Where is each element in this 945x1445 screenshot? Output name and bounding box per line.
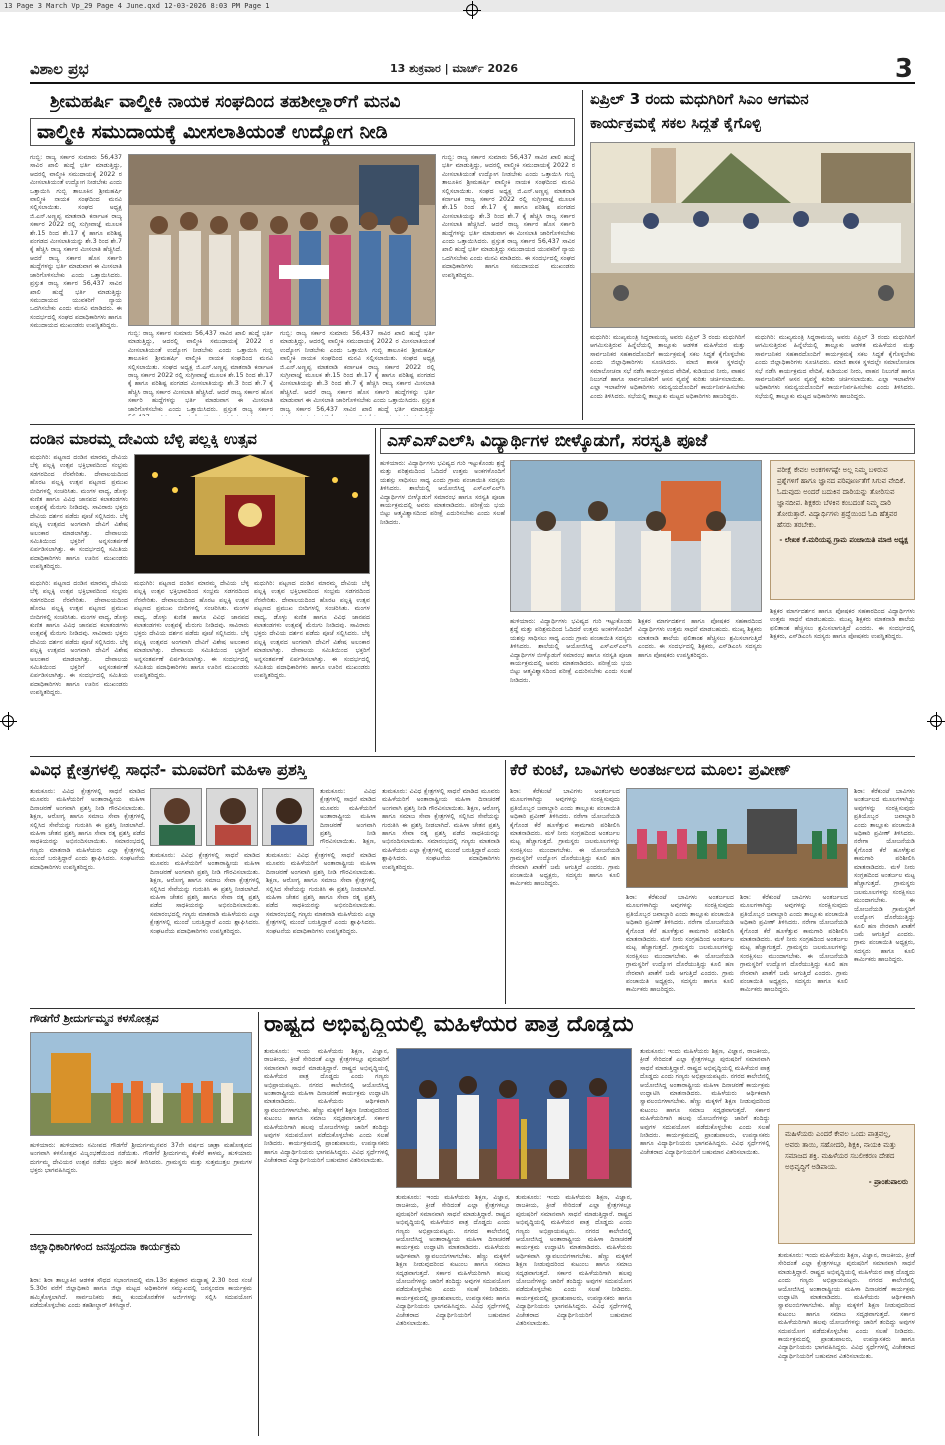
registration-mark-top xyxy=(466,4,478,16)
article-palanquin xyxy=(30,428,370,752)
lake-body-col4: ಶಿರಾ: ಕೆರೆಕುಂಟೆ ಬಾವಿಗಳು ಅಂತರ್ಜಲದ ಮೂಲಗಳಾಗಿದ್ದು ಅವುಗಳನ್ನು ಸಂರಕ್ಷಿಸುವುದು ಪ್ರತಿಯೊಬ್ಬರ ಜವಾಬ್ದಾರಿ ಎಂದು ತಾಲ್ಲೂಕು ಪಂಚಾಯಿತಿ ಅಧಿಕಾರಿ ಪ್ರವೀಣ್ ತಿಳಿಸಿದರು. ನರೇಗಾ ಯೋಜನೆಯಡಿ ಕೈಗೊಂಡ ಕೆರೆ ಹೂಳೆತ್ತುವ ಕಾಮಗಾರಿ ಪರಿಶೀಲಿಸಿ ಮಾತನಾಡಿದರು. ಮಳೆ ನೀರು ಸಂಗ್ರಹದಿಂದ ಅಂತರ್ಜಲ ಮಟ್ಟ ಹೆಚ್ಚಾಗುತ್ತದೆ. ಗ್ರಾಮಸ್ಥರು ಜಲಮೂಲಗಳನ್ನು ಸಂರಕ್ಷಿಸಲು ಮುಂದಾಗಬೇಕು. ಈ ಯೋಜನೆಯಡಿ ಗ್ರಾಮಸ್ಥರಿಗೆ ಉದ್ಯೋಗ ದೊರೆಯುತ್ತಿದ್ದು ಕೂಲಿ ಹಣ ನೇರವಾಗಿ ಖಾತೆಗೆ ಜಮೆ ಆಗುತ್ತಿದೆ ಎಂದರು. ಗ್ರಾಮ ಪಂಚಾಯಿತಿ ಅಧ್ಯಕ್ಷರು, ಸದಸ್ಯರು ಹಾಗೂ ಕೂಲಿ ಕಾರ್ಮಿಕರು ಹಾಜರಿದ್ದರು. xyxy=(854,788,915,964)
sslc-headline: ಎಸ್ಎಸ್ಎಲ್‌ಸಿ ವಿದ್ಯಾರ್ಥಿಗಳ ಬೀಳ್ಕೊಡುಗೆ, ಸರಸ್ವತಿ ಪೂಜೆ xyxy=(380,428,915,454)
women-award-headline: ವಿವಿಧ ಕ್ಷೇತ್ರಗಳಲ್ಲಿ ಸಾಧನೆ- ಮೂವರಿಗೆ ಮಹಿಳಾ ಪ್ರಶಸ್ತಿ xyxy=(30,760,307,779)
women-award-body-col3: ತುಮಕೂರು: ವಿವಿಧ ಕ್ಷೇತ್ರಗಳಲ್ಲಿ ಸಾಧನೆ ಮಾಡಿದ ಮೂವರು ಮಹಿಳೆಯರಿಗೆ ಅಂತಾರಾಷ್ಟ್ರೀಯ ಮಹಿಳಾ ದಿನಾಚರಣೆ ಅಂಗವಾಗಿ ಪ್ರಶಸ್ತಿ ನೀಡಿ ಗೌರವಿಸಲಾಯಿತು. ಶಿಕ್ಷಣ, ಆರೋಗ್ಯ ಹಾಗೂ ಸಮಾಜ ಸೇವಾ ಕ್ಷೇತ್ರಗಳಲ್ಲಿ ಸಲ್ಲಿಸಿದ ಸೇವೆಯನ್ನು ಗುರುತಿಸಿ ಈ ಪ್ರಶಸ್ತಿ ನೀಡಲಾಗಿದೆ. ಮಹಿಳಾ ಚೇತನ ಪ್ರಶಸ್ತಿ ಹಾಗೂ ಸೇವಾ ರತ್ನ ಪ್ರಶಸ್ತಿ ಪಡೆದ ಸಾಧಕಿಯರನ್ನು ಅಭಿನಂದಿಸಲಾಯಿತು. ಸಮಾರಂಭದಲ್ಲಿ ಗಣ್ಯರು ಮಾತನಾಡಿ ಮಹಿಳೆಯರು ಎಲ್ಲಾ ಕ್ಷೇತ್ರಗಳಲ್ಲಿ ಮುಂದೆ ಬರುತ್ತಿದ್ದಾರೆ ಎಂದು ಶ್ಲಾಘಿಸಿದರು. ಸಂಘಟನೆಯ ಪದಾಧಿಕಾರಿಗಳು ಉಪಸ್ಥಿತರಿದ್ದರು. xyxy=(266,852,376,935)
kalasha-photo xyxy=(30,1032,252,1136)
lake-headline: ಕೆರೆ ಕುಂಟೆ, ಬಾವಿಗಳು ಅಂತರ್ಜಲದ ಮೂಲ: ಪ್ರವೀಣ್ xyxy=(510,760,791,779)
palanquin-photo xyxy=(134,454,370,574)
sslc-quote-text: ಪರೀಕ್ಷೆ ಕೇವಲ ಅಂಕಗಳಿಗಷ್ಟೇ ಅಲ್ಲ ನಿಮ್ಮ ಬಳಿರುವ ಪ್ರಶ್ನೆಗಳಿಗೆ ಹಾಗೂ ಜ್ಞಾನದ ಪರಿಪೂರ್ಣತೆಗೆ ಸಿಗುವ ವೇದಿಕೆ. ಓದುವುದು ಅಂದರೆ ಬದುಕಿನ ದಾರಿಯನ್ನು ತೋರಿಸುವ ಜ್ಞಾನದೀಪ. ಶಿಕ್ಷಕರು ಬೆಳಕಿನ ಕಂಬದಂತೆ ನಿಮ್ಮ ದಾರಿ ತೋರುತ್ತಾರೆ. ವಿದ್ಯಾರ್ಥಿಗಳು ಶ್ರದ್ಧೆಯಿಂದ ಓದಿ ಹೆತ್ತವರ ಹೆಸರು ತರಬೇಕು. xyxy=(777,466,906,529)
palanquin-body-col3: ಮಧುಗಿರಿ: ಪಟ್ಟಣದ ದಂಡಿನ ಮಾರಮ್ಮ ದೇವಿಯ ಬೆಳ್ಳಿ ಪಲ್ಲಕ್ಕಿ ಉತ್ಸವ ಭಕ್ತಿಭಾವದಿಂದ ಸಂಭ್ರಮ ಸಡಗರದಿಂದ ನೆರವೇರಿತು. ದೇವಾಲಯದಿಂದ ಹೊರಟ ಪಲ್ಲಕ್ಕಿ ಉತ್ಸವ ಪಟ್ಟಣದ ಪ್ರಮುಖ ಬೀದಿಗಳಲ್ಲಿ ಸಂಚರಿಸಿತು. ಮಂಗಳ ವಾದ್ಯ, ಡೊಳ್ಳು ಕುಣಿತ ಹಾಗೂ ವಿವಿಧ ಜಾನಪದ ಕಲಾತಂಡಗಳು ಉತ್ಸವಕ್ಕೆ ಮೆರುಗು ನೀಡಿದವು. ಸಾವಿರಾರು ಭಕ್ತರು ದೇವಿಯ ದರ್ಶನ ಪಡೆದು ಪೂಜೆ ಸಲ್ಲಿಸಿದರು. ಬೆಳ್ಳಿ ಪಲ್ಲಕ್ಕಿ ಉತ್ಸವದ ಅಂಗವಾಗಿ ದೇವಿಗೆ ವಿಶೇಷ ಅಲಂಕಾರ ಮಾಡಲಾಗಿತ್ತು. ದೇವಾಲಯ ಸಮಿತಿಯಿಂದ ಭಕ್ತರಿಗೆ ಅನ್ನಸಂತರ್ಪಣೆ ಏರ್ಪಡಿಸಲಾಗಿತ್ತು. ಈ ಸಂದರ್ಭದಲ್ಲಿ ಸಮಿತಿಯ ಪದಾಧಿಕಾರಿಗಳು ಹಾಗೂ ಊರಿನ ಮುಖಂಡರು ಉಪಸ್ಥಿತರಿದ್ದರು. xyxy=(134,580,249,680)
kalasha-headline: ಗೌಡಗೆರೆ ಶ್ರೀದುರ್ಗಮ್ಮನ ಕಳಸೋತ್ಸವ xyxy=(30,1012,159,1025)
valmiki-body-col1: ಗುಬ್ಬಿ: ರಾಜ್ಯ ಸರ್ಕಾರ ಸುಮಾರು 56,437 ಸಾವಿರ ಖಾಲಿ ಹುದ್ದೆ ಭರ್ತಿ ಮಾಡುತ್ತಿದ್ದು, ಆದರಲ್ಲಿ ವಾಲ್ಮೀಕಿ ಸಮುದಾಯಕ್ಕೆ 2022 ರ ಮೀಸಲಾತಿಯಂತೆ ಉದ್ಯೋಗ ನೀಡಬೇಕು ಎಂದು ಒತ್ತಾಯಿಸಿ ಗುಬ್ಬಿ ತಾಲೂಕಿನ ಶ್ರೀಮಹರ್ಷಿ ವಾಲ್ಮೀಕಿ ನಾಯಕ ಸಂಘದಿಂದ ಮನವಿ ಸಲ್ಲಿಸಲಾಯಿತು. ಸಂಘದ ಅಧ್ಯಕ್ಷ ಜಿ.ಎನ್.ಅಣ್ಣಪ್ಪ ಮಾತನಾಡಿ ಕರ್ನಾಟಕ ರಾಜ್ಯ ಸರ್ಕಾರ 2022 ರಲ್ಲಿ ಸುಗ್ರೀವಾಜ್ಞೆ ಮೂಲಕ ಶೇ.15 ರಿಂದ ಶೇ.17 ಕ್ಕೆ ಹಾಗೂ ಪರಿಶಿಷ್ಟ ಪಂಗಡದ ಮೀಸಲಾತಿಯನ್ನು ಶೇ.3 ರಿಂದ ಶೇ.7 ಕ್ಕೆ ಹೆಚ್ಚಿಸಿ ರಾಜ್ಯ ಸರ್ಕಾರ ಮೀಸಲಾತಿ ಹೆಚ್ಚಿಸಿದೆ. ಆದರೆ ರಾಜ್ಯ ಸರ್ಕಾರ ಹೊಸ ಸರ್ಕಾರಿ ಹುದ್ದೆಗಳನ್ನು ಭರ್ತಿ ಮಾಡುವಾಗ ಈ ಮೀಸಲಾತಿ ಜಾರಿಗೊಳಿಸಬೇಕು ಎಂದು ಒತ್ತಾಯಿಸಿದರು. ಪ್ರಸ್ತುತ ರಾಜ್ಯ ಸರ್ಕಾರ 56,437 ಸಾವಿರ ಖಾಲಿ ಹುದ್ದೆ ಭರ್ತಿ ಮಾಡುತ್ತಿದ್ದು ಸಮುದಾಯದ ಯುವಕರಿಗೆ ನ್ಯಾಯ ಒದಗಿಸಬೇಕು ಎಂದು ಮನವಿ ಮಾಡಿದರು. ಈ ಸಂದರ್ಭದಲ್ಲಿ ಸಂಘದ ಪದಾಧಿಕಾರಿಗಳು ಹಾಗೂ ಸಮುದಾಯದ ಮುಖಂಡರು ಉಪಸ್ಥಿತರಿದ್ದರು. xyxy=(30,154,122,330)
sslc-body-col2: ಹುಳಿಯಾರು: ವಿದ್ಯಾರ್ಥಿಗಳು ಭವಿಷ್ಯದ ಗುರಿ ಇಟ್ಟುಕೊಂಡು ಶ್ರದ್ಧೆ ಮತ್ತು ಪರಿಶ್ರಮದಿಂದ ಓದಿದರೆ ಉತ್ತಮ ಅಂಕಗಳೊಂದಿಗೆ ಯಶಸ್ಸು ಸಾಧಿಸಲು ಸಾಧ್ಯ ಎಂದು ಗ್ರಾಮ ಪಂಚಾಯಿತಿ ಸದಸ್ಯರು ತಿಳಿಸಿದರು. ಶಾಲೆಯಲ್ಲಿ ಆಯೋಜಿಸಿದ್ದ ಎಸ್ಎಸ್ಎಲ್‌ಸಿ ವಿದ್ಯಾರ್ಥಿಗಳ ಬೀಳ್ಕೊಡುಗೆ ಸಮಾರಂಭ ಹಾಗೂ ಸರಸ್ವತಿ ಪೂಜಾ ಕಾರ್ಯಕ್ರಮದಲ್ಲಿ ಅವರು ಮಾತನಾಡಿದರು. ಪರೀಕ್ಷೆಯ ಭಯ ಬಿಟ್ಟು ಆತ್ಮವಿಶ್ವಾಸದಿಂದ ಪರೀಕ್ಷೆ ಎದುರಿಸಬೇಕು ಎಂದು ಸಲಹೆ ನೀಡಿದರು. xyxy=(510,618,632,684)
cm-headline-1: ಏಪ್ರಿಲ್ 3 ರಂದು ಮಧುಗಿರಿಗೆ ಸಿಎಂ ಆಗಮನ xyxy=(590,90,809,108)
women-role-quote-author: - ಪ್ರಾಂಶುಪಾಲರು xyxy=(868,1178,908,1186)
registration-mark-left xyxy=(2,715,14,727)
women-role-quote-box xyxy=(778,1124,915,1244)
women-award-body-col2: ತುಮಕೂರು: ವಿವಿಧ ಕ್ಷೇತ್ರಗಳಲ್ಲಿ ಸಾಧನೆ ಮಾಡಿದ ಮೂವರು ಮಹಿಳೆಯರಿಗೆ ಅಂತಾರಾಷ್ಟ್ರೀಯ ಮಹಿಳಾ ದಿನಾಚರಣೆ ಅಂಗವಾಗಿ ಪ್ರಶಸ್ತಿ ನೀಡಿ ಗೌರವಿಸಲಾಯಿತು. ಶಿಕ್ಷಣ, ಆರೋಗ್ಯ ಹಾಗೂ ಸಮಾಜ ಸೇವಾ ಕ್ಷೇತ್ರಗಳಲ್ಲಿ ಸಲ್ಲಿಸಿದ ಸೇವೆಯನ್ನು ಗುರುತಿಸಿ ಈ ಪ್ರಶಸ್ತಿ ನೀಡಲಾಗಿದೆ. ಮಹಿಳಾ ಚೇತನ ಪ್ರಶಸ್ತಿ ಹಾಗೂ ಸೇವಾ ರತ್ನ ಪ್ರಶಸ್ತಿ ಪಡೆದ ಸಾಧಕಿಯರನ್ನು ಅಭಿನಂದಿಸಲಾಯಿತು. ಸಮಾರಂಭದಲ್ಲಿ ಗಣ್ಯರು ಮಾತನಾಡಿ ಮಹಿಳೆಯರು ಎಲ್ಲಾ ಕ್ಷೇತ್ರಗಳಲ್ಲಿ ಮುಂದೆ ಬರುತ್ತಿದ್ದಾರೆ ಎಂದು ಶ್ಲಾಘಿಸಿದರು. ಸಂಘಟನೆಯ ಪದಾಧಿಕಾರಿಗಳು ಉಪಸ್ಥಿತರಿದ್ದರು. xyxy=(150,852,260,935)
sslc-body-col3: ಶಿಕ್ಷಕರ ಮಾರ್ಗದರ್ಶನ ಹಾಗೂ ಪೋಷಕರ ಸಹಕಾರದಿಂದ ವಿದ್ಯಾರ್ಥಿಗಳು ಉತ್ತಮ ಸಾಧನೆ ಮಾಡಬಹುದು. ಮುಖ್ಯ ಶಿಕ್ಷಕರು ಮಾತನಾಡಿ ಶಾಲೆಯ ಫಲಿತಾಂಶ ಹೆಚ್ಚಿಸಲು ಶ್ರಮಿಸಲಾಗುತ್ತಿದೆ ಎಂದರು. ಈ ಸಂದರ್ಭದಲ್ಲಿ ಶಿಕ್ಷಕರು, ಎಸ್‌ಡಿಎಂಸಿ ಸದಸ್ಯರು ಹಾಗೂ ಪೋಷಕರು ಉಪಸ್ಥಿತರಿದ್ದರು. xyxy=(638,618,762,659)
sslc-quote-box xyxy=(770,460,915,600)
divider xyxy=(505,760,506,1004)
valmiki-headline: ವಾಲ್ಮೀಕಿ ಸಮುದಾಯಕ್ಕೆ ಮೀಸಲಾತಿಯಂತೆ ಉದ್ಯೋಗ ನೀಡಿ xyxy=(30,118,575,146)
women-role-body-col2: ತುಮಕೂರು: ಇಂದು ಮಹಿಳೆಯರು ಶಿಕ್ಷಣ, ವಿಜ್ಞಾನ, ರಾಜಕೀಯ, ಕ್ರೀಡೆ ಸೇರಿದಂತೆ ಎಲ್ಲಾ ಕ್ಷೇತ್ರಗಳಲ್ಲೂ ಪುರುಷರಿಗೆ ಸಮಾನವಾಗಿ ಸಾಧನೆ ಮಾಡುತ್ತಿದ್ದಾರೆ. ರಾಷ್ಟ್ರದ ಅಭಿವೃದ್ಧಿಯಲ್ಲಿ ಮಹಿಳೆಯರ ಪಾತ್ರ ದೊಡ್ಡದು ಎಂದು ಗಣ್ಯರು ಅಭಿಪ್ರಾಯಪಟ್ಟರು. ನಗರದ ಕಾಲೇಜಿನಲ್ಲಿ ಆಯೋಜಿಸಿದ್ದ ಅಂತಾರಾಷ್ಟ್ರೀಯ ಮಹಿಳಾ ದಿನಾಚರಣೆ ಕಾರ್ಯಕ್ರಮ ಉದ್ಘಾಟಿಸಿ ಮಾತನಾಡಿದರು. ಮಹಿಳೆಯರು ಆರ್ಥಿಕವಾಗಿ ಸ್ವಾವಲಂಬಿಗಳಾಗಬೇಕು. ಹೆಣ್ಣು ಮಕ್ಕಳಿಗೆ ಶಿಕ್ಷಣ ನೀಡುವುದರಿಂದ ಕುಟುಂಬ ಹಾಗೂ ಸಮಾಜ ಸದೃಢವಾಗುತ್ತದೆ. ಸರ್ಕಾರ ಮಹಿಳೆಯರಿಗಾಗಿ ಹಲವು ಯೋಜನೆಗಳನ್ನು ಜಾರಿಗೆ ತಂದಿದ್ದು ಅವುಗಳ ಸದುಪಯೋಗ ಪಡೆದುಕೊಳ್ಳಬೇಕು ಎಂದು ಸಲಹೆ ನೀಡಿದರು. ಕಾರ್ಯಕ್ರಮದಲ್ಲಿ ಪ್ರಾಂಶುಪಾಲರು, ಉಪನ್ಯಾಸಕರು ಹಾಗೂ ವಿದ್ಯಾರ್ಥಿನಿಯರು ಭಾಗವಹಿಸಿದ್ದರು. ವಿವಿಧ ಸ್ಪರ್ಧೆಗಳಲ್ಲಿ ವಿಜೇತರಾದ ವಿದ್ಯಾರ್ಥಿನಿಯರಿಗೆ ಬಹುಮಾನ ವಿತರಿಸಲಾಯಿತು. xyxy=(396,1194,510,1328)
newspaper-page xyxy=(30,56,915,1436)
file-slug: 13 Page 3 March Vp_29 Page 4 June.qxd 12-03-2026 8:03 PM Page 1 xyxy=(0,0,945,12)
sslc-body-col1: ಹುಳಿಯಾರು: ವಿದ್ಯಾರ್ಥಿಗಳು ಭವಿಷ್ಯದ ಗುರಿ ಇಟ್ಟುಕೊಂಡು ಶ್ರದ್ಧೆ ಮತ್ತು ಪರಿಶ್ರಮದಿಂದ ಓದಿದರೆ ಉತ್ತಮ ಅಂಕಗಳೊಂದಿಗೆ ಯಶಸ್ಸು ಸಾಧಿಸಲು ಸಾಧ್ಯ ಎಂದು ಗ್ರಾಮ ಪಂಚಾಯಿತಿ ಸದಸ್ಯರು ತಿಳಿಸಿದರು. ಶಾಲೆಯಲ್ಲಿ ಆಯೋಜಿಸಿದ್ದ ಎಸ್ಎಸ್ಎಲ್‌ಸಿ ವಿದ್ಯಾರ್ಥಿಗಳ ಬೀಳ್ಕೊಡುಗೆ ಸಮಾರಂಭ ಹಾಗೂ ಸರಸ್ವತಿ ಪೂಜಾ ಕಾರ್ಯಕ್ರಮದಲ್ಲಿ ಅವರು ಮಾತನಾಡಿದರು. ಪರೀಕ್ಷೆಯ ಭಯ ಬಿಟ್ಟು ಆತ್ಮವಿಶ್ವಾಸದಿಂದ ಪರೀಕ್ಷೆ ಎದುರಿಸಬೇಕು ಎಂದು ಸಲಹೆ ನೀಡಿದರು. xyxy=(380,460,505,526)
valmiki-photo xyxy=(128,154,436,326)
women-role-headline: ರಾಷ್ಟ್ರದ ಅಭಿವೃದ್ಧಿಯಲ್ಲಿ ಮಹಿಳೆಯರ ಪಾತ್ರ ದೊಡ್ಡದು xyxy=(264,1012,634,1037)
divider xyxy=(582,90,583,420)
masthead xyxy=(30,56,915,84)
issue-date: 13 ಶುಕ್ರವಾರ | ಮಾರ್ಚ್ 2026 xyxy=(390,62,519,75)
article-valmiki xyxy=(30,90,575,420)
cm-meeting-photo xyxy=(590,142,915,328)
women-role-body-col1: ತುಮಕೂರು: ಇಂದು ಮಹಿಳೆಯರು ಶಿಕ್ಷಣ, ವಿಜ್ಞಾನ, ರಾಜಕೀಯ, ಕ್ರೀಡೆ ಸೇರಿದಂತೆ ಎಲ್ಲಾ ಕ್ಷೇತ್ರಗಳಲ್ಲೂ ಪುರುಷರಿಗೆ ಸಮಾನವಾಗಿ ಸಾಧನೆ ಮಾಡುತ್ತಿದ್ದಾರೆ. ರಾಷ್ಟ್ರದ ಅಭಿವೃದ್ಧಿಯಲ್ಲಿ ಮಹಿಳೆಯರ ಪಾತ್ರ ದೊಡ್ಡದು ಎಂದು ಗಣ್ಯರು ಅಭಿಪ್ರಾಯಪಟ್ಟರು. ನಗರದ ಕಾಲೇಜಿನಲ್ಲಿ ಆಯೋಜಿಸಿದ್ದ ಅಂತಾರಾಷ್ಟ್ರೀಯ ಮಹಿಳಾ ದಿನಾಚರಣೆ ಕಾರ್ಯಕ್ರಮ ಉದ್ಘಾಟಿಸಿ ಮಾತನಾಡಿದರು. ಮಹಿಳೆಯರು ಆರ್ಥಿಕವಾಗಿ ಸ್ವಾವಲಂಬಿಗಳಾಗಬೇಕು. ಹೆಣ್ಣು ಮಕ್ಕಳಿಗೆ ಶಿಕ್ಷಣ ನೀಡುವುದರಿಂದ ಕುಟುಂಬ ಹಾಗೂ ಸಮಾಜ ಸದೃಢವಾಗುತ್ತದೆ. ಸರ್ಕಾರ ಮಹಿಳೆಯರಿಗಾಗಿ ಹಲವು ಯೋಜನೆಗಳನ್ನು ಜಾರಿಗೆ ತಂದಿದ್ದು ಅವುಗಳ ಸದುಪಯೋಗ ಪಡೆದುಕೊಳ್ಳಬೇಕು ಎಂದು ಸಲಹೆ ನೀಡಿದರು. ಕಾರ್ಯಕ್ರಮದಲ್ಲಿ ಪ್ರಾಂಶುಪಾಲರು, ಉಪನ್ಯಾಸಕರು ಹಾಗೂ ವಿದ್ಯಾರ್ಥಿನಿಯರು ಭಾಗವಹಿಸಿದ್ದರು. ವಿವಿಧ ಸ್ಪರ್ಧೆಗಳಲ್ಲಿ ವಿಜೇತರಾದ ವಿದ್ಯಾರ್ಥಿನಿಯರಿಗೆ ಬಹುಮಾನ ವಿತರಿಸಲಾಯಿತು. xyxy=(264,1048,389,1165)
page-number: 3 xyxy=(894,54,913,84)
article-kalasha xyxy=(30,1012,252,1232)
sslc-body-col4: ಶಿಕ್ಷಕರ ಮಾರ್ಗದರ್ಶನ ಹಾಗೂ ಪೋಷಕರ ಸಹಕಾರದಿಂದ ವಿದ್ಯಾರ್ಥಿಗಳು ಉತ್ತಮ ಸಾಧನೆ ಮಾಡಬಹುದು. ಮುಖ್ಯ ಶಿಕ್ಷಕರು ಮಾತನಾಡಿ ಶಾಲೆಯ ಫಲಿತಾಂಶ ಹೆಚ್ಚಿಸಲು ಶ್ರಮಿಸಲಾಗುತ್ತಿದೆ ಎಂದರು. ಈ ಸಂದರ್ಭದಲ್ಲಿ ಶಿಕ್ಷಕರು, ಎಸ್‌ಡಿಎಂಸಿ ಸದಸ್ಯರು ಹಾಗೂ ಪೋಷಕರು ಉಪಸ್ಥಿತರಿದ್ದರು. xyxy=(770,608,915,641)
kalasha-body: ಹುಳಿಯಾರು: ಹುಳಿಯಾರು ಸಮೀಪದ ಗೌಡಗೆರೆ ಶ್ರೀದುರ್ಗಮ್ಮನವರ 37ನೇ ವರ್ಷದ ಜಾತ್ರಾ ಮಹೋತ್ಸವದ ಅಂಗವಾಗಿ ಕಳಸೋತ್ಸವ ವಿಜೃಂಭಣೆಯಿಂದ ನಡೆಯಿತು. ಗೌಡಗೆರೆ ಶ್ರೀದುರ್ಗಮ್ಮ ಕೆಂಕೆರೆ ಕಾಳಮ್ಮ, ಹುಳಿಯಾರು ದುರ್ಗಮ್ಮ ದೇವಿಯರ ಉತ್ಸವ ನಡೆದು ಭಕ್ತರು ಹರಕೆ ತೀರಿಸಿದರು. ಗ್ರಾಮಸ್ಥರು ಮತ್ತು ಸುತ್ತಮುತ್ತಲ ಗ್ರಾಮಗಳ ಭಕ್ತರು ಭಾಗವಹಿಸಿದ್ದರು. xyxy=(30,1142,252,1175)
lake-body-col3: ಶಿರಾ: ಕೆರೆಕುಂಟೆ ಬಾವಿಗಳು ಅಂತರ್ಜಲದ ಮೂಲಗಳಾಗಿದ್ದು ಅವುಗಳನ್ನು ಸಂರಕ್ಷಿಸುವುದು ಪ್ರತಿಯೊಬ್ಬರ ಜವಾಬ್ದಾರಿ ಎಂದು ತಾಲ್ಲೂಕು ಪಂಚಾಯಿತಿ ಅಧಿಕಾರಿ ಪ್ರವೀಣ್ ತಿಳಿಸಿದರು. ನರೇಗಾ ಯೋಜನೆಯಡಿ ಕೈಗೊಂಡ ಕೆರೆ ಹೂಳೆತ್ತುವ ಕಾಮಗಾರಿ ಪರಿಶೀಲಿಸಿ ಮಾತನಾಡಿದರು. ಮಳೆ ನೀರು ಸಂಗ್ರಹದಿಂದ ಅಂತರ್ಜಲ ಮಟ್ಟ ಹೆಚ್ಚಾಗುತ್ತದೆ. ಗ್ರಾಮಸ್ಥರು ಜಲಮೂಲಗಳನ್ನು ಸಂರಕ್ಷಿಸಲು ಮುಂದಾಗಬೇಕು. ಈ ಯೋಜನೆಯಡಿ ಗ್ರಾಮಸ್ಥರಿಗೆ ಉದ್ಯೋಗ ದೊರೆಯುತ್ತಿದ್ದು ಕೂಲಿ ಹಣ ನೇರವಾಗಿ ಖಾತೆಗೆ ಜಮೆ ಆಗುತ್ತಿದೆ ಎಂದರು. ಗ್ರಾಮ ಪಂಚಾಯಿತಿ ಅಧ್ಯಕ್ಷರು, ಸದಸ್ಯರು ಹಾಗೂ ಕೂಲಿ ಕಾರ್ಮಿಕರು ಹಾಜರಿದ್ದರು. xyxy=(740,894,848,994)
valmiki-body-col2: ಗುಬ್ಬಿ: ರಾಜ್ಯ ಸರ್ಕಾರ ಸುಮಾರು 56,437 ಸಾವಿರ ಖಾಲಿ ಹುದ್ದೆ ಭರ್ತಿ ಮಾಡುತ್ತಿದ್ದು, ಆದರಲ್ಲಿ ವಾಲ್ಮೀಕಿ ಸಮುದಾಯಕ್ಕೆ 2022 ರ ಮೀಸಲಾತಿಯಂತೆ ಉದ್ಯೋಗ ನೀಡಬೇಕು ಎಂದು ಒತ್ತಾಯಿಸಿ ಗುಬ್ಬಿ ತಾಲೂಕಿನ ಶ್ರೀಮಹರ್ಷಿ ವಾಲ್ಮೀಕಿ ನಾಯಕ ಸಂಘದಿಂದ ಮನವಿ ಸಲ್ಲಿಸಲಾಯಿತು. ಸಂಘದ ಅಧ್ಯಕ್ಷ ಜಿ.ಎನ್.ಅಣ್ಣಪ್ಪ ಮಾತನಾಡಿ ಕರ್ನಾಟಕ ರಾಜ್ಯ ಸರ್ಕಾರ 2022 ರಲ್ಲಿ ಸುಗ್ರೀವಾಜ್ಞೆ ಮೂಲಕ ಶೇ.15 ರಿಂದ ಶೇ.17 ಕ್ಕೆ ಹಾಗೂ ಪರಿಶಿಷ್ಟ ಪಂಗಡದ ಮೀಸಲಾತಿಯನ್ನು ಶೇ.3 ರಿಂದ ಶೇ.7 ಕ್ಕೆ ಹೆಚ್ಚಿಸಿ ರಾಜ್ಯ ಸರ್ಕಾರ ಮೀಸಲಾತಿ ಹೆಚ್ಚಿಸಿದೆ. ಆದರೆ ರಾಜ್ಯ ಸರ್ಕಾರ ಹೊಸ ಸರ್ಕಾರಿ ಹುದ್ದೆಗಳನ್ನು ಭರ್ತಿ ಮಾಡುವಾಗ ಈ ಮೀಸಲಾತಿ ಜಾರಿಗೊಳಿಸಬೇಕು ಎಂದು ಒತ್ತಾಯಿಸಿದರು. ಪ್ರಸ್ತುತ ರಾಜ್ಯ ಸರ್ಕಾರ xyxy=(128,330,273,413)
valmiki-body-col3: ಗುಬ್ಬಿ: ರಾಜ್ಯ ಸರ್ಕಾರ ಸುಮಾರು 56,437 ಸಾವಿರ ಖಾಲಿ ಹುದ್ದೆ ಭರ್ತಿ ಮಾಡುತ್ತಿದ್ದು, ಆದರಲ್ಲಿ ವಾಲ್ಮೀಕಿ ಸಮುದಾಯಕ್ಕೆ 2022 ರ ಮೀಸಲಾತಿಯಂತೆ ಉದ್ಯೋಗ ನೀಡಬೇಕು ಎಂದು ಒತ್ತಾಯಿಸಿ ಗುಬ್ಬಿ ತಾಲೂಕಿನ ಶ್ರೀಮಹರ್ಷಿ ವಾಲ್ಮೀಕಿ ನಾಯಕ ಸಂಘದಿಂದ ಮನವಿ ಸಲ್ಲಿಸಲಾಯಿತು. ಸಂಘದ ಅಧ್ಯಕ್ಷ ಜಿ.ಎನ್.ಅಣ್ಣಪ್ಪ ಮಾತನಾಡಿ ಕರ್ನಾಟಕ ರಾಜ್ಯ ಸರ್ಕಾರ 2022 ರಲ್ಲಿ ಸುಗ್ರೀವಾಜ್ಞೆ ಮೂಲಕ ಶೇ.15 ರಿಂದ ಶೇ.17 ಕ್ಕೆ ಹಾಗೂ ಪರಿಶಿಷ್ಟ ಪಂಗಡದ ಮೀಸಲಾತಿಯನ್ನು ಶೇ.3 ರಿಂದ ಶೇ.7 ಕ್ಕೆ ಹೆಚ್ಚಿಸಿ ರಾಜ್ಯ ಸರ್ಕಾರ ಮೀಸಲಾತಿ ಹೆಚ್ಚಿಸಿದೆ. ಆದರೆ ರಾಜ್ಯ ಸರ್ಕಾರ ಹೊಸ ಸರ್ಕಾರಿ ಹುದ್ದೆಗಳನ್ನು ಭರ್ತಿ ಮಾಡುವಾಗ ಈ ಮೀಸಲಾತಿ ಜಾರಿಗೊಳಿಸಬೇಕು ಎಂದು ಒತ್ತಾಯಿಸಿದರು. ಪ್ರಸ್ತುತ ರಾಜ್ಯ ಸರ್ಕಾರ 56,437 ಸಾವಿರ ಖಾಲಿ ಹುದ್ದೆ ಭರ್ತಿ ಮಾಡುತ್ತಿದ್ದು xyxy=(280,330,435,413)
women-role-body-col5: ತುಮಕೂರು: ಇಂದು ಮಹಿಳೆಯರು ಶಿಕ್ಷಣ, ವಿಜ್ಞಾನ, ರಾಜಕೀಯ, ಕ್ರೀಡೆ ಸೇರಿದಂತೆ ಎಲ್ಲಾ ಕ್ಷೇತ್ರಗಳಲ್ಲೂ ಪುರುಷರಿಗೆ ಸಮಾನವಾಗಿ ಸಾಧನೆ ಮಾಡುತ್ತಿದ್ದಾರೆ. ರಾಷ್ಟ್ರದ ಅಭಿವೃದ್ಧಿಯಲ್ಲಿ ಮಹಿಳೆಯರ ಪಾತ್ರ ದೊಡ್ಡದು ಎಂದು ಗಣ್ಯರು ಅಭಿಪ್ರಾಯಪಟ್ಟರು. ನಗರದ ಕಾಲೇಜಿನಲ್ಲಿ ಆಯೋಜಿಸಿದ್ದ ಅಂತಾರಾಷ್ಟ್ರೀಯ ಮಹಿಳಾ ದಿನಾಚರಣೆ ಕಾರ್ಯಕ್ರಮ ಉದ್ಘಾಟಿಸಿ ಮಾತನಾಡಿದರು. ಮಹಿಳೆಯರು ಆರ್ಥಿಕವಾಗಿ ಸ್ವಾವಲಂಬಿಗಳಾಗಬೇಕು. ಹೆಣ್ಣು ಮಕ್ಕಳಿಗೆ ಶಿಕ್ಷಣ ನೀಡುವುದರಿಂದ ಕುಟುಂಬ ಹಾಗೂ ಸಮಾಜ ಸದೃಢವಾಗುತ್ತದೆ. ಸರ್ಕಾರ ಮಹಿಳೆಯರಿಗಾಗಿ ಹಲವು ಯೋಜನೆಗಳನ್ನು ಜಾರಿಗೆ ತಂದಿದ್ದು ಅವುಗಳ ಸದುಪಯೋಗ ಪಡೆದುಕೊಳ್ಳಬೇಕು ಎಂದು ಸಲಹೆ ನೀಡಿದರು. ಕಾರ್ಯಕ್ರಮದಲ್ಲಿ ಪ್ರಾಂಶುಪಾಲರು, ಉಪನ್ಯಾಸಕರು ಹಾಗೂ ವಿದ್ಯಾರ್ಥಿನಿಯರು ಭಾಗವಹಿಸಿದ್ದರು. ವಿವಿಧ ಸ್ಪರ್ಧೆಗಳಲ್ಲಿ ವಿಜೇತರಾದ ವಿದ್ಯಾರ್ಥಿನಿಯರಿಗೆ ಬಹುಮಾನ ವಿತರಿಸಲಾಯಿತು. xyxy=(778,1252,915,1360)
palanquin-headline: ದಂಡಿನ ಮಾರಮ್ಮ ದೇವಿಯ ಬೆಳ್ಳಿ ಪಲ್ಲಕ್ಕಿ ಉತ್ಸವ xyxy=(30,430,257,448)
article-sslc xyxy=(380,428,915,752)
valmiki-kicker: ಶ್ರೀಮಹರ್ಷಿ ವಾಲ್ಮೀಕಿ ನಾಯಕ ಸಂಘದಿಂದ ತಹಶೀಲ್ದಾರ್‌ಗೆ ಮನವಿ xyxy=(50,92,401,112)
women-role-photo xyxy=(396,1048,632,1188)
palanquin-body-col2: ಮಧುಗಿರಿ: ಪಟ್ಟಣದ ದಂಡಿನ ಮಾರಮ್ಮ ದೇವಿಯ ಬೆಳ್ಳಿ ಪಲ್ಲಕ್ಕಿ ಉತ್ಸವ ಭಕ್ತಿಭಾವದಿಂದ ಸಂಭ್ರಮ ಸಡಗರದಿಂದ ನೆರವೇರಿತು. ದೇವಾಲಯದಿಂದ ಹೊರಟ ಪಲ್ಲಕ್ಕಿ ಉತ್ಸವ ಪಟ್ಟಣದ ಪ್ರಮುಖ ಬೀದಿಗಳಲ್ಲಿ ಸಂಚರಿಸಿತು. ಮಂಗಳ ವಾದ್ಯ, ಡೊಳ್ಳು ಕುಣಿತ ಹಾಗೂ ವಿವಿಧ ಜಾನಪದ ಕಲಾತಂಡಗಳು ಉತ್ಸವಕ್ಕೆ ಮೆರುಗು ನೀಡಿದವು. ಸಾವಿರಾರು ಭಕ್ತರು ದೇವಿಯ ದರ್ಶನ ಪಡೆದು ಪೂಜೆ ಸಲ್ಲಿಸಿದರು. ಬೆಳ್ಳಿ ಪಲ್ಲಕ್ಕಿ ಉತ್ಸವದ ಅಂಗವಾಗಿ ದೇವಿಗೆ ವಿಶೇಷ ಅಲಂಕಾರ ಮಾಡಲಾಗಿತ್ತು. ದೇವಾಲಯ ಸಮಿತಿಯಿಂದ ಭಕ್ತರಿಗೆ ಅನ್ನಸಂತರ್ಪಣೆ ಏರ್ಪಡಿಸಲಾಗಿತ್ತು. ಈ ಸಂದರ್ಭದಲ್ಲಿ ಸಮಿತಿಯ ಪದಾಧಿಕಾರಿಗಳು ಹಾಗೂ ಊರಿನ ಮುಖಂಡರು ಉಪಸ್ಥಿತರಿದ್ದರು. xyxy=(30,580,128,697)
paper-name: ವಿಶಾಲ ಪ್ರಭ xyxy=(30,60,89,78)
janaspandana-body: ಶಿರಾ: ಶಿರಾ ತಾಲ್ಲೂಕಿನ ಆಡಳಿತ ಸೌಧದ ಸಭಾಂಗಣದಲ್ಲಿ ಮಾ.13ರ ಶುಕ್ರವಾರ ಮಧ್ಯಾಹ್ನ 2.30 ರಿಂದ ಸಂಜೆ 5.30ರ ವರೆಗೆ ಜಿಲ್ಲಾಧಿಕಾರಿ ಹಾಗೂ ಜಿಲ್ಲಾ ಮಟ್ಟದ ಅಧಿಕಾರಿಗಳ ಸಮ್ಮುಖದಲ್ಲಿ ಜನಸ್ಪಂದನಾ ಕಾರ್ಯಕ್ರಮ ಹಮ್ಮಿಕೊಳ್ಳಲಾಗಿದೆ. ಸಾರ್ವಜನಿಕರು ತಮ್ಮ ಕುಂದುಕೊರತೆಗಳ ಅರ್ಜಿಗಳನ್ನು ಸಲ್ಲಿಸಿ ಸದುಪಯೋಗ ಪಡೆದುಕೊಳ್ಳಬೇಕು ಎಂದು ತಹಶೀಲ್ದಾರ್ ತಿಳಿಸಿದ್ದಾರೆ. xyxy=(30,1277,252,1310)
women-award-body-col5: ತುಮಕೂರು: ವಿವಿಧ ಕ್ಷೇತ್ರಗಳಲ್ಲಿ ಸಾಧನೆ ಮಾಡಿದ ಮೂವರು ಮಹಿಳೆಯರಿಗೆ ಅಂತಾರಾಷ್ಟ್ರೀಯ ಮಹಿಳಾ ದಿನಾಚರಣೆ ಅಂಗವಾಗಿ ಪ್ರಶಸ್ತಿ ನೀಡಿ ಗೌರವಿಸಲಾಯಿತು. ಶಿಕ್ಷಣ, ಆರೋಗ್ಯ ಹಾಗೂ ಸಮಾಜ ಸೇವಾ ಕ್ಷೇತ್ರಗಳಲ್ಲಿ ಸಲ್ಲಿಸಿದ ಸೇವೆಯನ್ನು ಗುರುತಿಸಿ ಈ ಪ್ರಶಸ್ತಿ ನೀಡಲಾಗಿದೆ. ಮಹಿಳಾ ಚೇತನ ಪ್ರಶಸ್ತಿ ಹಾಗೂ ಸೇವಾ ರತ್ನ ಪ್ರಶಸ್ತಿ ಪಡೆದ ಸಾಧಕಿಯರನ್ನು ಅಭಿನಂದಿಸಲಾಯಿತು. ಸಮಾರಂಭದಲ್ಲಿ ಗಣ್ಯರು ಮಾತನಾಡಿ ಮಹಿಳೆಯರು ಎಲ್ಲಾ ಕ್ಷೇತ್ರಗಳಲ್ಲಿ ಮುಂದೆ ಬರುತ್ತಿದ್ದಾರೆ ಎಂದು ಶ್ಲಾಘಿಸಿದರು. ಸಂಘಟನೆಯ ಪದಾಧಿಕಾರಿಗಳು ಉಪಸ್ಥಿತರಿದ್ದರು. xyxy=(382,788,500,871)
awardee-photo-3 xyxy=(262,788,314,846)
divider xyxy=(258,1012,259,1436)
lake-photo xyxy=(626,788,848,888)
article-women-award xyxy=(30,760,500,1004)
janaspandana-headline: ಜಿಲ್ಲಾಧಿಕಾರಿಗಳಿಂದ ಜನಸ್ಪಂದನಾ ಕಾರ್ಯಕ್ರಮ xyxy=(30,1241,181,1253)
sslc-quote-author: - ಲೇಖಕ ಕೆ.ಮರಿಯಪ್ಪ ಗ್ರಾಮ ಪಂಚಾಯಿತಿ ಮಾಜಿ ಅಧ್ಯಕ್ಷ xyxy=(779,536,908,544)
awardee-photo-1 xyxy=(150,788,202,846)
article-cm-visit xyxy=(590,90,915,420)
divider xyxy=(30,1008,915,1009)
lake-body-col2: ಶಿರಾ: ಕೆರೆಕುಂಟೆ ಬಾವಿಗಳು ಅಂತರ್ಜಲದ ಮೂಲಗಳಾಗಿದ್ದು ಅವುಗಳನ್ನು ಸಂರಕ್ಷಿಸುವುದು ಪ್ರತಿಯೊಬ್ಬರ ಜವಾಬ್ದಾರಿ ಎಂದು ತಾಲ್ಲೂಕು ಪಂಚಾಯಿತಿ ಅಧಿಕಾರಿ ಪ್ರವೀಣ್ ತಿಳಿಸಿದರು. ನರೇಗಾ ಯೋಜನೆಯಡಿ ಕೈಗೊಂಡ ಕೆರೆ ಹೂಳೆತ್ತುವ ಕಾಮಗಾರಿ ಪರಿಶೀಲಿಸಿ ಮಾತನಾಡಿದರು. ಮಳೆ ನೀರು ಸಂಗ್ರಹದಿಂದ ಅಂತರ್ಜಲ ಮಟ್ಟ ಹೆಚ್ಚಾಗುತ್ತದೆ. ಗ್ರಾಮಸ್ಥರು ಜಲಮೂಲಗಳನ್ನು ಸಂರಕ್ಷಿಸಲು ಮುಂದಾಗಬೇಕು. ಈ ಯೋಜನೆಯಡಿ ಗ್ರಾಮಸ್ಥರಿಗೆ ಉದ್ಯೋಗ ದೊರೆಯುತ್ತಿದ್ದು ಕೂಲಿ ಹಣ ನೇರವಾಗಿ ಖಾತೆಗೆ ಜಮೆ ಆಗುತ್ತಿದೆ ಎಂದರು. ಗ್ರಾಮ ಪಂಚಾಯಿತಿ ಅಧ್ಯಕ್ಷರು, ಸದಸ್ಯರು ಹಾಗೂ ಕೂಲಿ ಕಾರ್ಮಿಕರು ಹಾಜರಿದ್ದರು. xyxy=(626,894,734,994)
registration-mark-right xyxy=(930,715,942,727)
palanquin-body-col1: ಮಧುಗಿರಿ: ಪಟ್ಟಣದ ದಂಡಿನ ಮಾರಮ್ಮ ದೇವಿಯ ಬೆಳ್ಳಿ ಪಲ್ಲಕ್ಕಿ ಉತ್ಸವ ಭಕ್ತಿಭಾವದಿಂದ ಸಂಭ್ರಮ ಸಡಗರದಿಂದ ನೆರವೇರಿತು. ದೇವಾಲಯದಿಂದ ಹೊರಟ ಪಲ್ಲಕ್ಕಿ ಉತ್ಸವ ಪಟ್ಟಣದ ಪ್ರಮುಖ ಬೀದಿಗಳಲ್ಲಿ ಸಂಚರಿಸಿತು. ಮಂಗಳ ವಾದ್ಯ, ಡೊಳ್ಳು ಕುಣಿತ ಹಾಗೂ ವಿವಿಧ ಜಾನಪದ ಕಲಾತಂಡಗಳು ಉತ್ಸವಕ್ಕೆ ಮೆರುಗು ನೀಡಿದವು. ಸಾವಿರಾರು ಭಕ್ತರು ದೇವಿಯ ದರ್ಶನ ಪಡೆದು ಪೂಜೆ ಸಲ್ಲಿಸಿದರು. ಬೆಳ್ಳಿ ಪಲ್ಲಕ್ಕಿ ಉತ್ಸವದ ಅಂಗವಾಗಿ ದೇವಿಗೆ ವಿಶೇಷ ಅಲಂಕಾರ ಮಾಡಲಾಗಿತ್ತು. ದೇವಾಲಯ ಸಮಿತಿಯಿಂದ ಭಕ್ತರಿಗೆ ಅನ್ನಸಂತರ್ಪಣೆ ಏರ್ಪಡಿಸಲಾಗಿತ್ತು. ಈ ಸಂದರ್ಭದಲ್ಲಿ ಸಮಿತಿಯ ಪದಾಧಿಕಾರಿಗಳು ಹಾಗೂ ಊರಿನ ಮುಖಂಡರು ಉಪಸ್ಥಿತರಿದ್ದರು. xyxy=(30,454,128,571)
divider xyxy=(375,428,376,752)
divider xyxy=(30,756,915,757)
cm-body-col1: ಮಧುಗಿರಿ: ಮುಖ್ಯಮಂತ್ರಿ ಸಿದ್ದರಾಮಯ್ಯ ಅವರು ಏಪ್ರಿಲ್ 3 ರಂದು ಮಧುಗಿರಿಗೆ ಆಗಮಿಸುತ್ತಿರುವ ಹಿನ್ನೆಲೆಯಲ್ಲಿ ತಾಲ್ಲೂಕು ಆಡಳಿತ ಮಹಿಳೆಯರ ಮತ್ತು ಸಾರ್ವಜನಿಕರ ಸಹಕಾರದೊಂದಿಗೆ ಕಾರ್ಯಕ್ರಮಕ್ಕೆ ಸಕಲ ಸಿದ್ಧತೆ ಕೈಗೊಳ್ಳಬೇಕು ಎಂದು ಜಿಲ್ಲಾಧಿಕಾರಿಗಳು ಸೂಚಿಸಿದರು. ಮಾಜಿ ಶಾಸಕ ಸ್ಥಳದಲ್ಲೇ ಸಮಾಲೋಚನಾ ಸಭೆ ನಡೆಸಿ ಕಾರ್ಯಕ್ರಮದ ವೇದಿಕೆ, ಕುಡಿಯುವ ನೀರು, ವಾಹನ ನಿಲುಗಡೆ ಹಾಗೂ ಸಾರ್ವಜನಿಕರಿಗೆ ಆಸನ ವ್ಯವಸ್ಥೆ ಕುರಿತು ಚರ್ಚಿಸಲಾಯಿತು. ಎಲ್ಲಾ ಇಲಾಖೆಗಳ ಅಧಿಕಾರಿಗಳು ಸಮನ್ವಯದೊಂದಿಗೆ ಕಾರ್ಯನಿರ್ವಹಿಸಬೇಕು ಎಂದು ತಿಳಿಸಿದರು. ಸಭೆಯಲ್ಲಿ ತಾಲ್ಲೂಕು ಮಟ್ಟದ ಅಧಿಕಾರಿಗಳು ಹಾಜರಿದ್ದರು. xyxy=(590,334,745,400)
cm-headline-2: ಕಾರ್ಯಕ್ರಮಕ್ಕೆ ಸಕಲ ಸಿದ್ಧತೆ ಕೈಗೊಳ್ಳಿ xyxy=(590,114,762,132)
lake-body-col1: ಶಿರಾ: ಕೆರೆಕುಂಟೆ ಬಾವಿಗಳು ಅಂತರ್ಜಲದ ಮೂಲಗಳಾಗಿದ್ದು ಅವುಗಳನ್ನು ಸಂರಕ್ಷಿಸುವುದು ಪ್ರತಿಯೊಬ್ಬರ ಜವಾಬ್ದಾರಿ ಎಂದು ತಾಲ್ಲೂಕು ಪಂಚಾಯಿತಿ ಅಧಿಕಾರಿ ಪ್ರವೀಣ್ ತಿಳಿಸಿದರು. ನರೇಗಾ ಯೋಜನೆಯಡಿ ಕೈಗೊಂಡ ಕೆರೆ ಹೂಳೆತ್ತುವ ಕಾಮಗಾರಿ ಪರಿಶೀಲಿಸಿ ಮಾತನಾಡಿದರು. ಮಳೆ ನೀರು ಸಂಗ್ರಹದಿಂದ ಅಂತರ್ಜಲ ಮಟ್ಟ ಹೆಚ್ಚಾಗುತ್ತದೆ. ಗ್ರಾಮಸ್ಥರು ಜಲಮೂಲಗಳನ್ನು ಸಂರಕ್ಷಿಸಲು ಮುಂದಾಗಬೇಕು. ಈ ಯೋಜನೆಯಡಿ ಗ್ರಾಮಸ್ಥರಿಗೆ ಉದ್ಯೋಗ ದೊರೆಯುತ್ತಿದ್ದು ಕೂಲಿ ಹಣ ನೇರವಾಗಿ ಖಾತೆಗೆ ಜಮೆ ಆಗುತ್ತಿದೆ ಎಂದರು. ಗ್ರಾಮ ಪಂಚಾಯಿತಿ ಅಧ್ಯಕ್ಷರು, ಸದಸ್ಯರು ಹಾಗೂ ಕೂಲಿ ಕಾರ್ಮಿಕರು ಹಾಜರಿದ್ದರು. xyxy=(510,788,620,888)
article-janaspandana xyxy=(30,1234,252,1434)
sslc-photo xyxy=(510,460,762,612)
valmiki-body-col4: ಗುಬ್ಬಿ: ರಾಜ್ಯ ಸರ್ಕಾರ ಸುಮಾರು 56,437 ಸಾವಿರ ಖಾಲಿ ಹುದ್ದೆ ಭರ್ತಿ ಮಾಡುತ್ತಿದ್ದು, ಆದರಲ್ಲಿ ವಾಲ್ಮೀಕಿ ಸಮುದಾಯಕ್ಕೆ 2022 ರ ಮೀಸಲಾತಿಯಂತೆ ಉದ್ಯೋಗ ನೀಡಬೇಕು ಎಂದು ಒತ್ತಾಯಿಸಿ ಗುಬ್ಬಿ ತಾಲೂಕಿನ ಶ್ರೀಮಹರ್ಷಿ ವಾಲ್ಮೀಕಿ ನಾಯಕ ಸಂಘದಿಂದ ಮನವಿ ಸಲ್ಲಿಸಲಾಯಿತು. ಸಂಘದ ಅಧ್ಯಕ್ಷ ಜಿ.ಎನ್.ಅಣ್ಣಪ್ಪ ಮಾತನಾಡಿ ಕರ್ನಾಟಕ ರಾಜ್ಯ ಸರ್ಕಾರ 2022 ರಲ್ಲಿ ಸುಗ್ರೀವಾಜ್ಞೆ ಮೂಲಕ ಶೇ.15 ರಿಂದ ಶೇ.17 ಕ್ಕೆ ಹಾಗೂ ಪರಿಶಿಷ್ಟ ಪಂಗಡದ ಮೀಸಲಾತಿಯನ್ನು ಶೇ.3 ರಿಂದ ಶೇ.7 ಕ್ಕೆ ಹೆಚ್ಚಿಸಿ ರಾಜ್ಯ ಸರ್ಕಾರ ಮೀಸಲಾತಿ ಹೆಚ್ಚಿಸಿದೆ. ಆದರೆ ರಾಜ್ಯ ಸರ್ಕಾರ ಹೊಸ ಸರ್ಕಾರಿ ಹುದ್ದೆಗಳನ್ನು ಭರ್ತಿ ಮಾಡುವಾಗ ಈ ಮೀಸಲಾತಿ ಜಾರಿಗೊಳಿಸಬೇಕು ಎಂದು ಒತ್ತಾಯಿಸಿದರು. ಪ್ರಸ್ತುತ ರಾಜ್ಯ ಸರ್ಕಾರ 56,437 ಸಾವಿರ ಖಾಲಿ ಹುದ್ದೆ ಭರ್ತಿ ಮಾಡುತ್ತಿದ್ದು ಸಮುದಾಯದ ಯುವಕರಿಗೆ ನ್ಯಾಯ ಒದಗಿಸಬೇಕು ಎಂದು ಮನವಿ ಮಾಡಿದರು. ಈ ಸಂದರ್ಭದಲ್ಲಿ ಸಂಘದ ಪದಾಧಿಕಾರಿಗಳು ಹಾಗೂ ಸಮುದಾಯದ ಮುಖಂಡರು ಉಪಸ್ಥಿತರಿದ್ದರು. xyxy=(442,154,575,279)
awardee-photo-2 xyxy=(206,788,258,846)
women-award-body-col1: ತುಮಕೂರು: ವಿವಿಧ ಕ್ಷೇತ್ರಗಳಲ್ಲಿ ಸಾಧನೆ ಮಾಡಿದ ಮೂವರು ಮಹಿಳೆಯರಿಗೆ ಅಂತಾರಾಷ್ಟ್ರೀಯ ಮಹಿಳಾ ದಿನಾಚರಣೆ ಅಂಗವಾಗಿ ಪ್ರಶಸ್ತಿ ನೀಡಿ ಗೌರವಿಸಲಾಯಿತು. ಶಿಕ್ಷಣ, ಆರೋಗ್ಯ ಹಾಗೂ ಸಮಾಜ ಸೇವಾ ಕ್ಷೇತ್ರಗಳಲ್ಲಿ ಸಲ್ಲಿಸಿದ ಸೇವೆಯನ್ನು ಗುರುತಿಸಿ ಈ ಪ್ರಶಸ್ತಿ ನೀಡಲಾಗಿದೆ. ಮಹಿಳಾ ಚೇತನ ಪ್ರಶಸ್ತಿ ಹಾಗೂ ಸೇವಾ ರತ್ನ ಪ್ರಶಸ್ತಿ ಪಡೆದ ಸಾಧಕಿಯರನ್ನು ಅಭಿನಂದಿಸಲಾಯಿತು. ಸಮಾರಂಭದಲ್ಲಿ ಗಣ್ಯರು ಮಾತನಾಡಿ ಮಹಿಳೆಯರು ಎಲ್ಲಾ ಕ್ಷೇತ್ರಗಳಲ್ಲಿ ಮುಂದೆ ಬರುತ್ತಿದ್ದಾರೆ ಎಂದು ಶ್ಲಾಘಿಸಿದರು. ಸಂಘಟನೆಯ ಪದಾಧಿಕಾರಿಗಳು ಉಪಸ್ಥಿತರಿದ್ದರು. xyxy=(30,788,145,871)
article-women-role xyxy=(264,1012,915,1436)
cm-body-col2: ಮಧುಗಿರಿ: ಮುಖ್ಯಮಂತ್ರಿ ಸಿದ್ದರಾಮಯ್ಯ ಅವರು ಏಪ್ರಿಲ್ 3 ರಂದು ಮಧುಗಿರಿಗೆ ಆಗಮಿಸುತ್ತಿರುವ ಹಿನ್ನೆಲೆಯಲ್ಲಿ ತಾಲ್ಲೂಕು ಆಡಳಿತ ಮಹಿಳೆಯರ ಮತ್ತು ಸಾರ್ವಜನಿಕರ ಸಹಕಾರದೊಂದಿಗೆ ಕಾರ್ಯಕ್ರಮಕ್ಕೆ ಸಕಲ ಸಿದ್ಧತೆ ಕೈಗೊಳ್ಳಬೇಕು ಎಂದು ಜಿಲ್ಲಾಧಿಕಾರಿಗಳು ಸೂಚಿಸಿದರು. ಮಾಜಿ ಶಾಸಕ ಸ್ಥಳದಲ್ಲೇ ಸಮಾಲೋಚನಾ ಸಭೆ ನಡೆಸಿ ಕಾರ್ಯಕ್ರಮದ ವೇದಿಕೆ, ಕುಡಿಯುವ ನೀರು, ವಾಹನ ನಿಲುಗಡೆ ಹಾಗೂ ಸಾರ್ವಜನಿಕರಿಗೆ ಆಸನ ವ್ಯವಸ್ಥೆ ಕುರಿತು ಚರ್ಚಿಸಲಾಯಿತು. ಎಲ್ಲಾ ಇಲಾಖೆಗಳ ಅಧಿಕಾರಿಗಳು ಸಮನ್ವಯದೊಂದಿಗೆ ಕಾರ್ಯನಿರ್ವಹಿಸಬೇಕು ಎಂದು ತಿಳಿಸಿದರು. ಸಭೆಯಲ್ಲಿ ತಾಲ್ಲೂಕು ಮಟ್ಟದ ಅಧಿಕಾರಿಗಳು ಹಾಜರಿದ್ದರು. xyxy=(755,334,915,400)
article-lake xyxy=(510,760,915,1004)
women-role-body-col3: ತುಮಕೂರು: ಇಂದು ಮಹಿಳೆಯರು ಶಿಕ್ಷಣ, ವಿಜ್ಞಾನ, ರಾಜಕೀಯ, ಕ್ರೀಡೆ ಸೇರಿದಂತೆ ಎಲ್ಲಾ ಕ್ಷೇತ್ರಗಳಲ್ಲೂ ಪುರುಷರಿಗೆ ಸಮಾನವಾಗಿ ಸಾಧನೆ ಮಾಡುತ್ತಿದ್ದಾರೆ. ರಾಷ್ಟ್ರದ ಅಭಿವೃದ್ಧಿಯಲ್ಲಿ ಮಹಿಳೆಯರ ಪಾತ್ರ ದೊಡ್ಡದು ಎಂದು ಗಣ್ಯರು ಅಭಿಪ್ರಾಯಪಟ್ಟರು. ನಗರದ ಕಾಲೇಜಿನಲ್ಲಿ ಆಯೋಜಿಸಿದ್ದ ಅಂತಾರಾಷ್ಟ್ರೀಯ ಮಹಿಳಾ ದಿನಾಚರಣೆ ಕಾರ್ಯಕ್ರಮ ಉದ್ಘಾಟಿಸಿ ಮಾತನಾಡಿದರು. ಮಹಿಳೆಯರು ಆರ್ಥಿಕವಾಗಿ ಸ್ವಾವಲಂಬಿಗಳಾಗಬೇಕು. ಹೆಣ್ಣು ಮಕ್ಕಳಿಗೆ ಶಿಕ್ಷಣ ನೀಡುವುದರಿಂದ ಕುಟುಂಬ ಹಾಗೂ ಸಮಾಜ ಸದೃಢವಾಗುತ್ತದೆ. ಸರ್ಕಾರ ಮಹಿಳೆಯರಿಗಾಗಿ ಹಲವು ಯೋಜನೆಗಳನ್ನು ಜಾರಿಗೆ ತಂದಿದ್ದು ಅವುಗಳ ಸದುಪಯೋಗ ಪಡೆದುಕೊಳ್ಳಬೇಕು ಎಂದು ಸಲಹೆ ನೀಡಿದರು. ಕಾರ್ಯಕ್ರಮದಲ್ಲಿ ಪ್ರಾಂಶುಪಾಲರು, ಉಪನ್ಯಾಸಕರು ಹಾಗೂ ವಿದ್ಯಾರ್ಥಿನಿಯರು ಭಾಗವಹಿಸಿದ್ದರು. ವಿವಿಧ ಸ್ಪರ್ಧೆಗಳಲ್ಲಿ ವಿಜೇತರಾದ ವಿದ್ಯಾರ್ಥಿನಿಯರಿಗೆ ಬಹುಮಾನ ವಿತರಿಸಲಾಯಿತು. xyxy=(516,1194,632,1328)
palanquin-body-col4: ಮಧುಗಿರಿ: ಪಟ್ಟಣದ ದಂಡಿನ ಮಾರಮ್ಮ ದೇವಿಯ ಬೆಳ್ಳಿ ಪಲ್ಲಕ್ಕಿ ಉತ್ಸವ ಭಕ್ತಿಭಾವದಿಂದ ಸಂಭ್ರಮ ಸಡಗರದಿಂದ ನೆರವೇರಿತು. ದೇವಾಲಯದಿಂದ ಹೊರಟ ಪಲ್ಲಕ್ಕಿ ಉತ್ಸವ ಪಟ್ಟಣದ ಪ್ರಮುಖ ಬೀದಿಗಳಲ್ಲಿ ಸಂಚರಿಸಿತು. ಮಂಗಳ ವಾದ್ಯ, ಡೊಳ್ಳು ಕುಣಿತ ಹಾಗೂ ವಿವಿಧ ಜಾನಪದ ಕಲಾತಂಡಗಳು ಉತ್ಸವಕ್ಕೆ ಮೆರುಗು ನೀಡಿದವು. ಸಾವಿರಾರು ಭಕ್ತರು ದೇವಿಯ ದರ್ಶನ ಪಡೆದು ಪೂಜೆ ಸಲ್ಲಿಸಿದರು. ಬೆಳ್ಳಿ ಪಲ್ಲಕ್ಕಿ ಉತ್ಸವದ ಅಂಗವಾಗಿ ದೇವಿಗೆ ವಿಶೇಷ ಅಲಂಕಾರ ಮಾಡಲಾಗಿತ್ತು. ದೇವಾಲಯ ಸಮಿತಿಯಿಂದ ಭಕ್ತರಿಗೆ ಅನ್ನಸಂತರ್ಪಣೆ ಏರ್ಪಡಿಸಲಾಗಿತ್ತು. ಈ ಸಂದರ್ಭದಲ್ಲಿ ಸಮಿತಿಯ ಪದಾಧಿಕಾರಿಗಳು ಹಾಗೂ ಊರಿನ ಮುಖಂಡರು ಉಪಸ್ಥಿತರಿದ್ದರು. xyxy=(254,580,370,680)
women-role-body-col4: ತುಮಕೂರು: ಇಂದು ಮಹಿಳೆಯರು ಶಿಕ್ಷಣ, ವಿಜ್ಞಾನ, ರಾಜಕೀಯ, ಕ್ರೀಡೆ ಸೇರಿದಂತೆ ಎಲ್ಲಾ ಕ್ಷೇತ್ರಗಳಲ್ಲೂ ಪುರುಷರಿಗೆ ಸಮಾನವಾಗಿ ಸಾಧನೆ ಮಾಡುತ್ತಿದ್ದಾರೆ. ರಾಷ್ಟ್ರದ ಅಭಿವೃದ್ಧಿಯಲ್ಲಿ ಮಹಿಳೆಯರ ಪಾತ್ರ ದೊಡ್ಡದು ಎಂದು ಗಣ್ಯರು ಅಭಿಪ್ರಾಯಪಟ್ಟರು. ನಗರದ ಕಾಲೇಜಿನಲ್ಲಿ ಆಯೋಜಿಸಿದ್ದ ಅಂತಾರಾಷ್ಟ್ರೀಯ ಮಹಿಳಾ ದಿನಾಚರಣೆ ಕಾರ್ಯಕ್ರಮ ಉದ್ಘಾಟಿಸಿ ಮಾತನಾಡಿದರು. ಮಹಿಳೆಯರು ಆರ್ಥಿಕವಾಗಿ ಸ್ವಾವಲಂಬಿಗಳಾಗಬೇಕು. ಹೆಣ್ಣು ಮಕ್ಕಳಿಗೆ ಶಿಕ್ಷಣ ನೀಡುವುದರಿಂದ ಕುಟುಂಬ ಹಾಗೂ ಸಮಾಜ ಸದೃಢವಾಗುತ್ತದೆ. ಸರ್ಕಾರ ಮಹಿಳೆಯರಿಗಾಗಿ ಹಲವು ಯೋಜನೆಗಳನ್ನು ಜಾರಿಗೆ ತಂದಿದ್ದು ಅವುಗಳ ಸದುಪಯೋಗ ಪಡೆದುಕೊಳ್ಳಬೇಕು ಎಂದು ಸಲಹೆ ನೀಡಿದರು. ಕಾರ್ಯಕ್ರಮದಲ್ಲಿ ಪ್ರಾಂಶುಪಾಲರು, ಉಪನ್ಯಾಸಕರು ಹಾಗೂ ವಿದ್ಯಾರ್ಥಿನಿಯರು ಭಾಗವಹಿಸಿದ್ದರು. ವಿವಿಧ ಸ್ಪರ್ಧೆಗಳಲ್ಲಿ ವಿಜೇತರಾದ ವಿದ್ಯಾರ್ಥಿನಿಯರಿಗೆ ಬಹುಮಾನ ವಿತರಿಸಲಾಯಿತು. xyxy=(640,1048,770,1156)
women-award-body-col4: ತುಮಕೂರು: ವಿವಿಧ ಕ್ಷೇತ್ರಗಳಲ್ಲಿ ಸಾಧನೆ ಮಾಡಿದ ಮೂವರು ಮಹಿಳೆಯರಿಗೆ ಅಂತಾರಾಷ್ಟ್ರೀಯ ಮಹಿಳಾ ದಿನಾಚರಣೆ ಅಂಗವಾಗಿ ಪ್ರಶಸ್ತಿ ನೀಡಿ ಗೌರವಿಸಲಾಯಿತು. ಶಿಕ್ಷಣ, xyxy=(320,788,376,846)
women-role-quote-text: ಮಹಿಳೆಯರು ಎಂದರೆ ಕೇವಲ ಒಂದು ಪಾತ್ರವಲ್ಲ, ಅವರು ತಾಯಿ, ಸಹೋದರಿ, ಶಿಕ್ಷಕಿ, ನಾಯಕಿ ಮತ್ತು ಸಮಾಜದ ಶಕ್ತಿ. ಮಹಿಳೆಯರ ಸಬಲೀಕರಣ ದೇಶದ ಅಭಿವೃದ್ಧಿಗೆ ಅಡಿಪಾಯ. xyxy=(785,1130,897,1171)
divider xyxy=(30,424,915,425)
